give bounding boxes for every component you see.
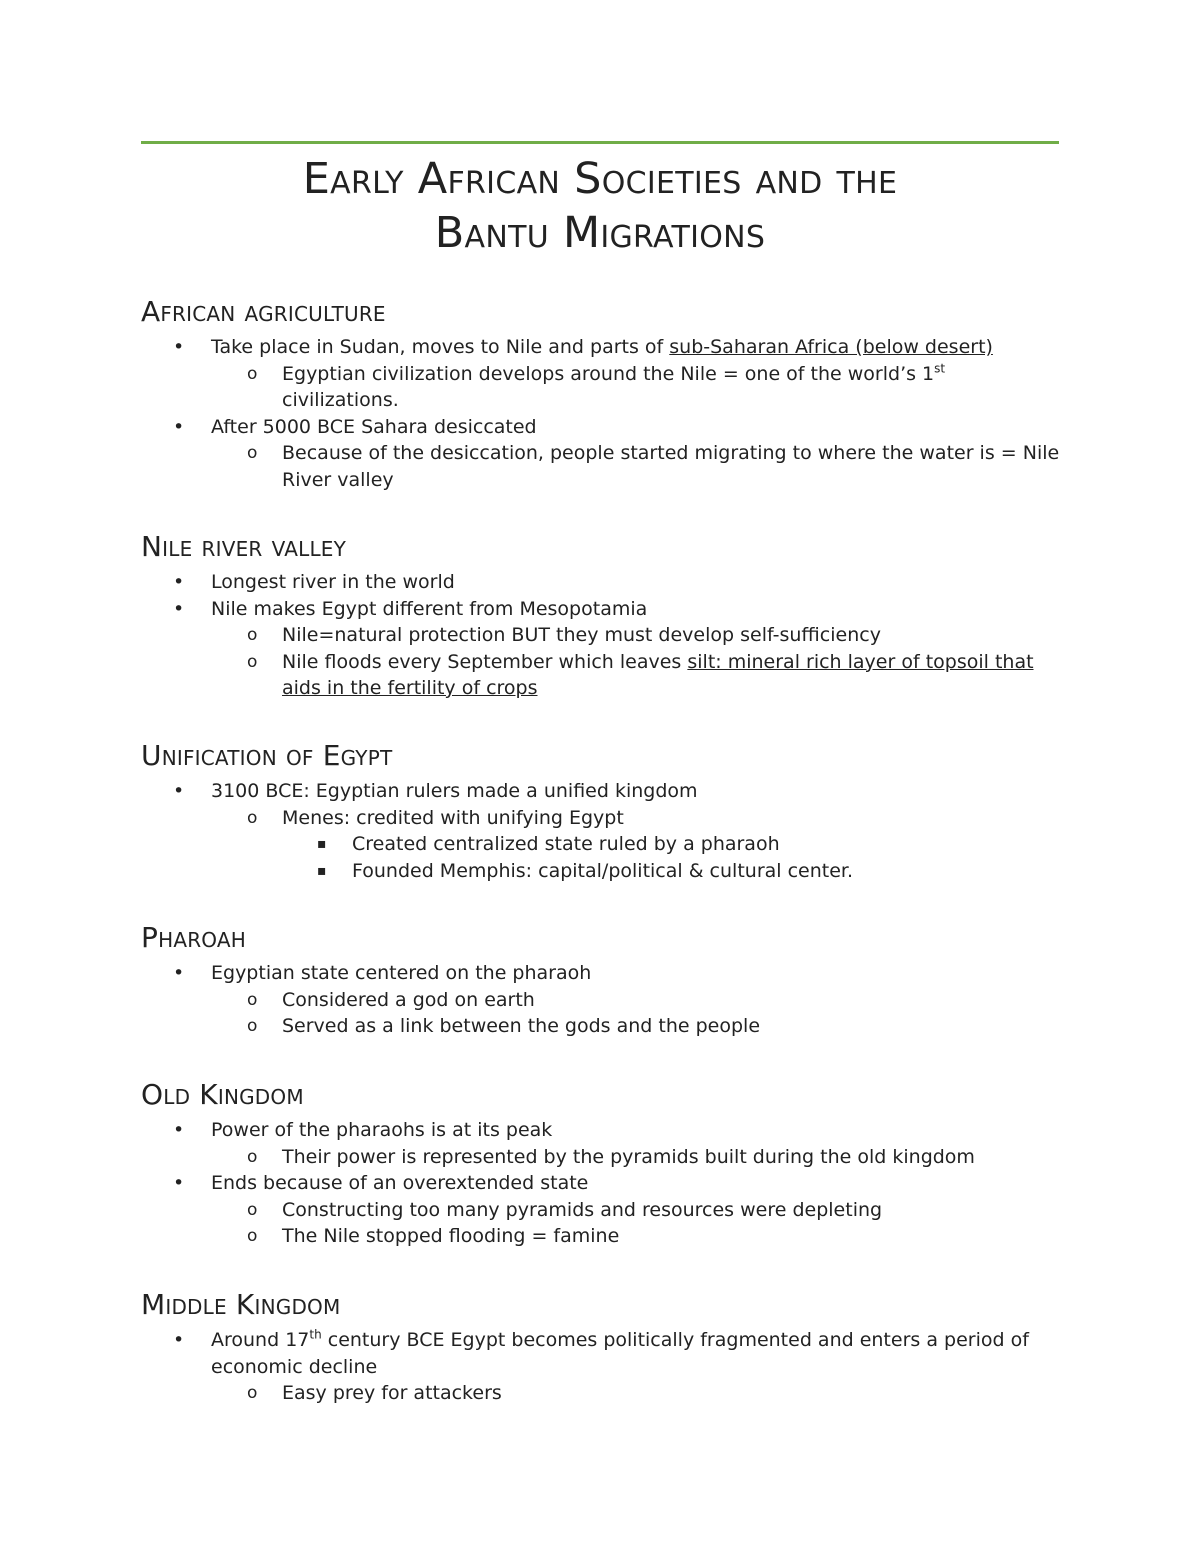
circle-o-icon: o bbox=[247, 651, 258, 672]
bullet-dot-icon: • bbox=[173, 962, 185, 984]
list-item bbox=[141, 361, 1071, 414]
list-item-text: Around 17 bbox=[211, 1329, 310, 1351]
circle-o-icon: o bbox=[247, 625, 258, 645]
bullet-dot-icon: • bbox=[173, 1119, 185, 1141]
list-item bbox=[141, 596, 1071, 623]
list-item bbox=[141, 960, 1071, 987]
section-unification-of-egypt bbox=[141, 738, 1071, 884]
list-item-text: Constructing too many pyramids and resources were depleting bbox=[282, 1198, 883, 1221]
bullet-list bbox=[141, 334, 1071, 493]
list-item bbox=[141, 1117, 1071, 1144]
list-item-text: Ends because of an overextended state bbox=[211, 1172, 589, 1194]
underlined-term: sub-Saharan Africa (below desert) bbox=[669, 336, 993, 358]
list-item bbox=[141, 649, 1071, 702]
superscript: th bbox=[309, 1327, 322, 1342]
bullet-list bbox=[141, 569, 1071, 702]
list-item bbox=[141, 1013, 1071, 1040]
bullet-list bbox=[141, 1327, 1071, 1407]
list-item-text: Take place in Sudan, moves to Nile and parts of bbox=[211, 336, 670, 358]
list-item bbox=[141, 831, 1071, 858]
list-item-text: Because of the desiccation, people started migrating to where the water is = Nile River valley bbox=[282, 442, 1060, 491]
list-item-text: Created centralized state ruled by a pharaoh bbox=[352, 833, 780, 855]
superscript: st bbox=[934, 361, 946, 376]
list-item-text-continued: civilizations. bbox=[282, 389, 399, 411]
section-heading: Nile river valley bbox=[141, 530, 347, 563]
bullet-list bbox=[141, 960, 1071, 1040]
section-middle-kingdom bbox=[141, 1287, 1071, 1407]
list-item bbox=[141, 1170, 1071, 1197]
list-item-text: Nile makes Egypt different from Mesopotamia bbox=[211, 597, 648, 620]
square-icon: ▪ bbox=[317, 862, 327, 879]
square-icon: ▪ bbox=[317, 836, 327, 852]
bullet-dot-icon: • bbox=[173, 571, 185, 593]
document-title bbox=[141, 152, 1059, 260]
list-item bbox=[141, 1380, 1071, 1407]
list-item bbox=[141, 1223, 1071, 1250]
list-item bbox=[141, 987, 1071, 1014]
list-item bbox=[141, 569, 1071, 596]
list-item-text: Longest river in the world bbox=[211, 571, 455, 593]
section-heading: Old Kingdom bbox=[141, 1078, 304, 1111]
list-item-text: Their power is represented by the pyramids built during the old kingdom bbox=[282, 1145, 975, 1168]
circle-o-icon: o bbox=[247, 1383, 258, 1403]
circle-o-icon: o bbox=[247, 989, 258, 1010]
list-item-text: Considered a god on earth bbox=[282, 988, 535, 1011]
list-item bbox=[141, 858, 1071, 885]
document-title-line-1: Early African Societies and the bbox=[302, 154, 898, 204]
list-item-text: Power of the pharaohs is at its peak bbox=[211, 1119, 553, 1141]
section-heading: African agriculture bbox=[141, 295, 386, 328]
circle-o-icon: o bbox=[247, 1146, 258, 1167]
list-item-text: Nile floods every September which leaves bbox=[282, 650, 688, 673]
circle-o-icon: o bbox=[247, 1199, 258, 1220]
list-item-text: Founded Memphis: capital/political & cultural center. bbox=[352, 859, 854, 882]
list-item bbox=[141, 805, 1071, 832]
list-item bbox=[141, 334, 1071, 361]
list-item bbox=[141, 1144, 1071, 1171]
list-item bbox=[141, 622, 1071, 649]
bullet-dot-icon: • bbox=[173, 780, 185, 802]
section-nile-river-valley bbox=[141, 529, 1071, 702]
underlined-term: silt: mineral rich layer of topsoil that aids in the fertility of crops bbox=[282, 650, 1034, 699]
document-title-line-2: Bantu Migrations bbox=[434, 208, 766, 258]
section-heading: Middle Kingdom bbox=[141, 1288, 341, 1321]
bullet-dot-icon: • bbox=[173, 1172, 185, 1194]
list-item bbox=[141, 414, 1071, 441]
title-top-rule bbox=[141, 141, 1059, 144]
circle-o-icon: o bbox=[247, 443, 258, 463]
bullet-dot-icon: • bbox=[173, 597, 185, 620]
section-heading: Pharoah bbox=[141, 921, 247, 954]
section-old-kingdom bbox=[141, 1077, 1071, 1250]
list-item bbox=[141, 1327, 1071, 1380]
list-item-text: The Nile stopped flooding = famine bbox=[282, 1225, 620, 1247]
list-item-text: Served as a link between the gods and the people bbox=[282, 1015, 761, 1037]
list-item bbox=[141, 1197, 1071, 1224]
section-pharoah bbox=[141, 920, 1071, 1040]
circle-o-icon: o bbox=[247, 1016, 258, 1036]
list-item-text: Nile=natural protection BUT they must develop self-sufficiency bbox=[282, 624, 881, 646]
list-item bbox=[141, 440, 1071, 493]
section-heading: Unification of Egypt bbox=[141, 739, 393, 772]
circle-o-icon: o bbox=[247, 1226, 258, 1246]
bullet-dot-icon: • bbox=[173, 1329, 185, 1351]
list-item-text: Egyptian state centered on the pharaoh bbox=[211, 962, 592, 984]
circle-o-icon: o bbox=[247, 807, 258, 828]
list-item-text: After 5000 BCE Sahara desiccated bbox=[211, 415, 537, 438]
list-item-text: Egyptian civilization develops around the Nile = one of the world’s 1 bbox=[282, 362, 935, 385]
bullet-list bbox=[141, 778, 1071, 884]
bullet-dot-icon: • bbox=[173, 336, 185, 358]
bullet-list bbox=[141, 1117, 1071, 1250]
list-item-text: Easy prey for attackers bbox=[282, 1382, 502, 1404]
list-item-text: 3100 BCE: Egyptian rulers made a unified kingdom bbox=[211, 780, 698, 802]
section-african-agriculture bbox=[141, 294, 1071, 493]
list-item-text-continued: century BCE Egypt becomes politically fragmented and enters a period of economic decline bbox=[211, 1329, 1029, 1378]
bullet-dot-icon: • bbox=[173, 415, 185, 438]
circle-o-icon: o bbox=[247, 363, 258, 384]
list-item bbox=[141, 778, 1071, 805]
list-item-text: Menes: credited with unifying Egypt bbox=[282, 806, 624, 829]
